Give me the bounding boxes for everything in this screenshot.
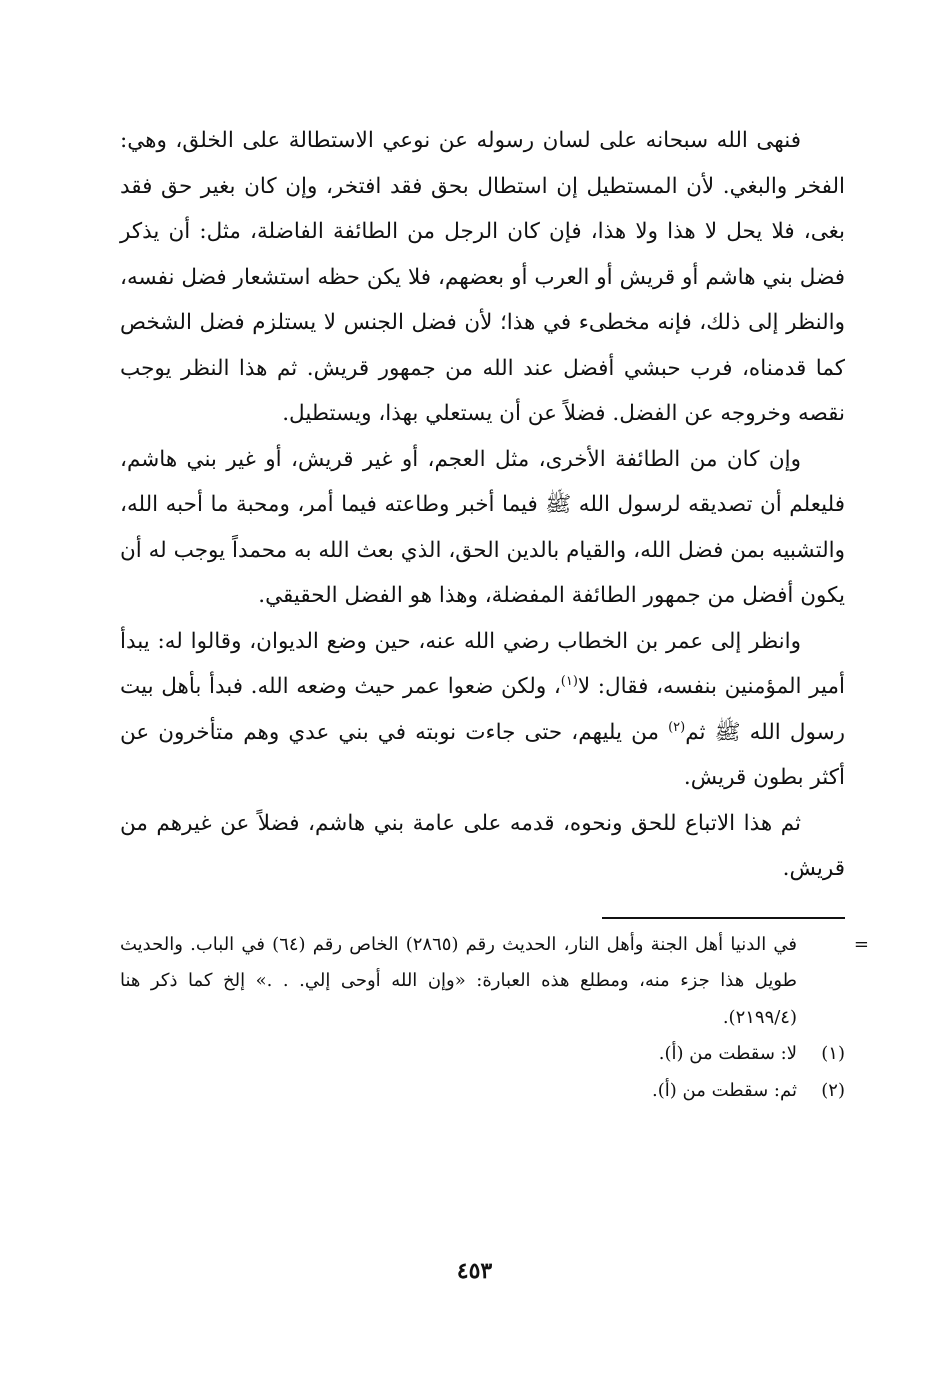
page-content bbox=[120, 118, 869, 1109]
footnote-ref-2: (٢) bbox=[668, 719, 686, 735]
page-number: ٤٥٣ bbox=[456, 1258, 493, 1284]
paragraph-3-part-3: من يليهم، حتى جاءت نوبته في بني عدي وهم متأخرون عن أكثر بطون قريش. bbox=[120, 719, 845, 790]
main-text bbox=[120, 118, 845, 892]
footnote-2-text: ثم: سقطت من (أ). bbox=[652, 1079, 797, 1101]
footnote-1-text: لا: سقطت من (أ). bbox=[658, 1043, 797, 1064]
footnote-1 bbox=[120, 1036, 845, 1073]
paragraph-3-part-2: ، ولكن ضعوا عمر حيث وضعه الله. فبدأ بأهل بيت رسول الله ﷺ ثم bbox=[120, 674, 845, 745]
paragraph-3 bbox=[120, 619, 845, 801]
paragraph-1: فنهى الله سبحانه على لسان رسوله عن نوعي الاستطالة على الخلق، وهي: الفخر والبغي. لأن المستطيل إن استطال بحق فقد افتخر، وإن كان بغير حق فقد بغى، فلا يحل لا هذا ولا هذا، فإن كان الرجل من الطائفة الفاضلة، مثل: أن يذكر فضل بني هاشم أو قريش أو العرب أو بعضهم، فلا يكن حظه استشعار فضل نفسه، والنظر إلى ذلك، فإنه مخطىء في هذا؛ لأن فضل الجنس لا يستلزم فضل الشخص كما قدمناه، فرب حبشي أفضل عند الله من جمهور قريش. ثم هذا النظر يوجب نقصه وخروجه عن الفضل. فضلاً عن أن يستعلي بهذا، ويستطيل. bbox=[120, 128, 845, 426]
footnote-2-number: (٢) bbox=[821, 1079, 845, 1101]
continuation-text: في الدنيا أهل الجنة وأهل النار، الحديث رقم (٢٨٦٥) الخاص رقم (٦٤) في الباب. والحديث طويل هذا جزء منه، ومطلع هذه العبارة: «وإن الله أوحى إلي. . .» إلخ كما ذكر هنا (٢١٩٩/٤). bbox=[120, 933, 798, 1028]
continuation-mark: = bbox=[853, 933, 869, 955]
footnote-divider bbox=[602, 917, 845, 919]
paragraph-3-part-1: وانظر إلى عمر بن الخطاب رضي الله عنه، حين وضع الديوان، وقالوا له: يبدأ أمير المؤمنين بنفسه، فقال: لا bbox=[120, 628, 845, 699]
paragraph-2: وإن كان من الطائفة الأخرى، مثل العجم، أو غير قريش، أو غير بني هاشم، فليعلم أن تصديقه لرسول الله ﷺ فيما أخبر وطاعته فيما أمر، ومحبة ما أحبه الله، والتشبيه بمن فضل الله، والقيام بالدين الحق، الذي بعث الله به محمداً يوجب له أن يكون أفضل من جمهور الطائفة المفضلة، وهذا هو الفضل الحقيقي. bbox=[120, 446, 845, 608]
footnote-2 bbox=[120, 1073, 845, 1110]
footnotes bbox=[120, 927, 869, 1110]
paragraph-4: ثم هذا الاتباع للحق ونحوه، قدمه على عامة بني هاشم، فضلاً عن غيرهم من قريش. bbox=[120, 810, 845, 881]
footnote-ref-1: (١) bbox=[560, 673, 578, 689]
footnote-1-number: (١) bbox=[821, 1043, 845, 1064]
footnote-continuation bbox=[120, 927, 869, 1037]
